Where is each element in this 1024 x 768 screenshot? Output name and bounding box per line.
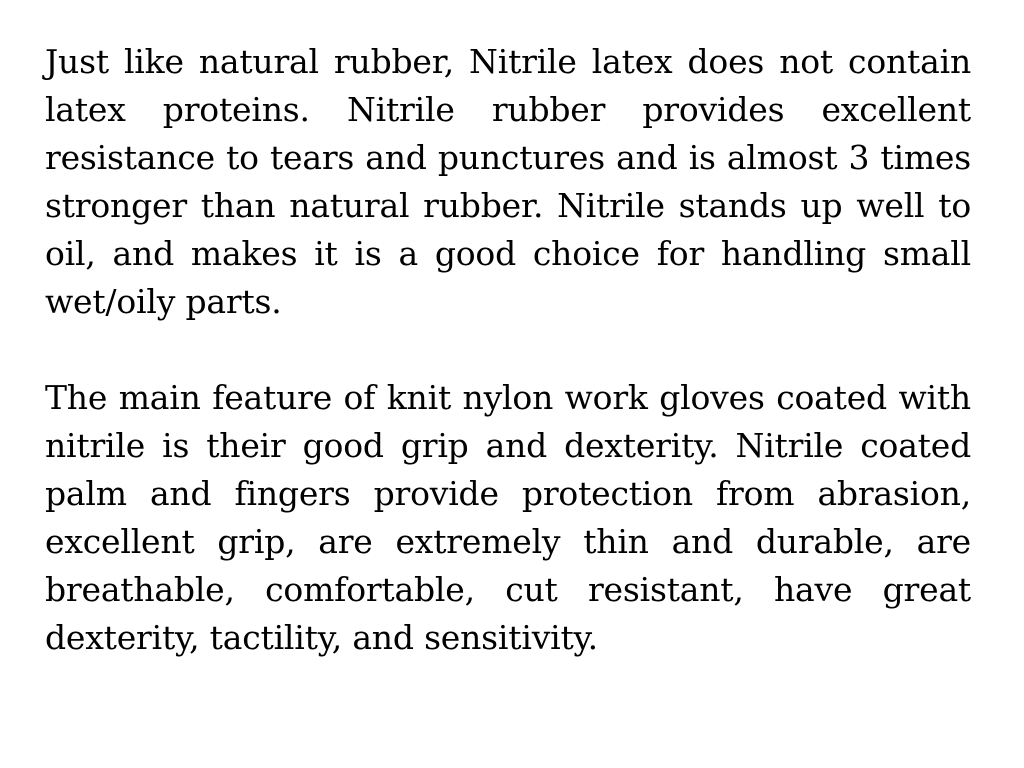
paragraph-glove-features: The main feature of knit nylon work gloves coated with nitrile is their good grip and dexterity. Nitrile coated palm and fingers provide protection from abrasion, excellent grip, are extremely thin and durable, are breathable, comfortable, cut resistant, have great dexterity, tactility, and sensitivity. [45,378,971,657]
paragraph-nitrile-properties: Just like natural rubber, Nitrile latex does not contain latex proteins. Nitrile rubber provides excellent resistance to tears and punctures and is almost 3 times stronger than natural rubber. Nitrile stands up well to oil, and makes it is a good choice for handling small wet/oily parts. [45,42,971,321]
document-page [45,38,971,662]
